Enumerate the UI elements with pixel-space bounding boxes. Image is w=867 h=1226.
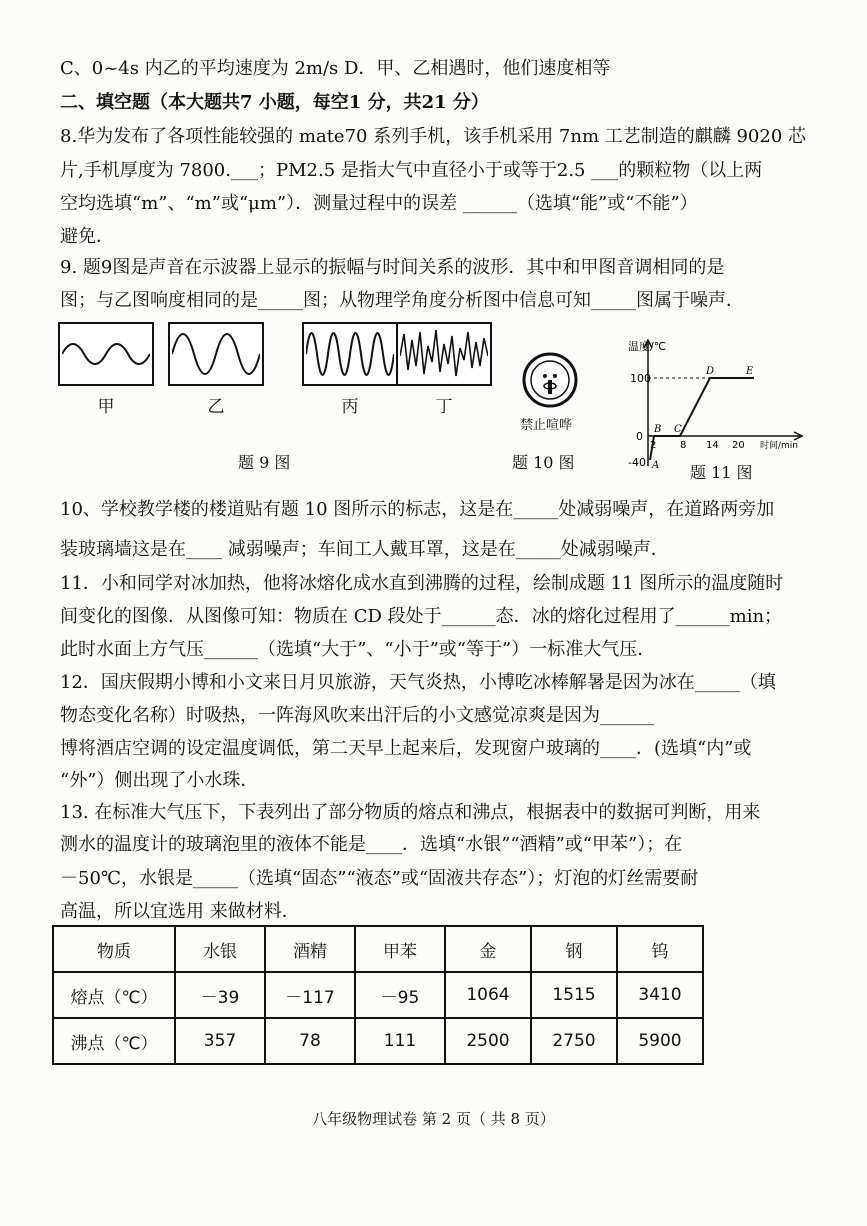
table-cell: 111 bbox=[355, 1018, 445, 1064]
table-row bbox=[53, 1018, 703, 1064]
graph-tick-0: 0 bbox=[636, 430, 643, 443]
graph-point-e: E bbox=[746, 366, 754, 377]
section-title-fill-blank: 二、填空题（本大题共7 小题，每空1 分，共21 分） bbox=[60, 92, 489, 113]
question-8-line-3: 空均选填“m”、“m”或“μm”）．测量过程中的误差 ______（选填“能”或“不能”） bbox=[60, 193, 698, 214]
question-11-line-3: 此时水面上方气压______（选填“大于”、“小于”或“等于”）一标准大气压． bbox=[60, 639, 656, 660]
waveform-label-ding: 丁 bbox=[435, 397, 453, 417]
waveform-jia bbox=[58, 322, 154, 386]
table-cell: 5900 bbox=[617, 1018, 703, 1064]
sign-text: 禁止喧哗 bbox=[520, 418, 573, 433]
question-8-line-4: 避免． bbox=[60, 226, 114, 247]
table-cell: －39 bbox=[175, 972, 265, 1018]
waveform-label-yi: 乙 bbox=[207, 397, 225, 417]
graph-x-label: 时间/min bbox=[760, 441, 799, 451]
option-line-c-d: C、0~4s 内乙的平均速度为 2m/s D．甲、乙相遇时，他们速度相等 bbox=[60, 58, 611, 79]
graph-point-d: D bbox=[706, 366, 715, 377]
question-13-line-3: －50℃，水银是_____（选填“固态”“液态”或“固液共存态”）；灯泡的灯丝需要耐 bbox=[60, 868, 699, 889]
table-cell: 78 bbox=[265, 1018, 355, 1064]
graph-point-c: C bbox=[674, 424, 682, 435]
table-cell: 熔点（℃） bbox=[53, 972, 175, 1018]
page-footer: 八年级物理试卷 第 2 页（ 共 8 页） bbox=[312, 1110, 555, 1128]
question-12-line-3: 博将酒店空调的设定温度调低，第二天早上起来后，发现窗户玻璃的____．(选填“内”或 bbox=[60, 738, 752, 759]
question-11-line-1: 11．小和同学对冰加热，他将冰熔化成水直到沸腾的过程，绘制成题 11 图所示的温度随时 bbox=[60, 573, 784, 594]
graph-tick-x-2: 2 bbox=[650, 440, 657, 451]
figure-9-caption: 题 9 图 bbox=[238, 453, 291, 472]
table-header-cell: 甲苯 bbox=[355, 926, 445, 972]
table-cell: －117 bbox=[265, 972, 355, 1018]
graph-tick-x-14: 14 bbox=[706, 440, 719, 451]
question-8-line-1: 8.华为发布了各项性能较强的 mate70 系列手机，该手机采用 7nm 工艺制造的麒麟 9020 芯 bbox=[60, 126, 807, 147]
graph-tick-100: 100 bbox=[630, 372, 651, 385]
graph-tick-neg40: -40 bbox=[628, 456, 646, 469]
table-cell: 1515 bbox=[531, 972, 617, 1018]
question-12-line-2: 物态变化名称）时吸热，一阵海风吹来出汗后的小文感觉凉爽是因为______ bbox=[60, 705, 654, 726]
table-header-cell: 钢 bbox=[531, 926, 617, 972]
table-cell: 沸点（℃） bbox=[53, 1018, 175, 1064]
table-header-cell: 钨 bbox=[617, 926, 703, 972]
question-13-line-1: 13. 在标准大气压下，下表列出了部分物质的熔点和沸点，根据表中的数据可判断，用来 bbox=[60, 802, 761, 823]
question-10-line-2: 装玻璃墙这是在____ 减弱噪声；车间工人戴耳罩，这是在_____处减弱噪声． bbox=[60, 539, 669, 560]
temperature-time-graph bbox=[628, 336, 808, 476]
question-13-line-4: 高温，所以宜选用 来做材料． bbox=[60, 901, 300, 922]
question-11-line-2: 间变化的图像．从图像可知：物质在 CD 段处于______态．冰的熔化过程用了______min； bbox=[60, 606, 783, 627]
waveform-label-bing: 丙 bbox=[341, 397, 359, 417]
table-cell: 2750 bbox=[531, 1018, 617, 1064]
question-12-line-4: “外”）侧出现了小水珠． bbox=[60, 770, 259, 791]
table-cell: －95 bbox=[355, 972, 445, 1018]
graph-point-b: B bbox=[654, 424, 662, 435]
table-row bbox=[53, 972, 703, 1018]
figure-10-caption: 题 10 图 bbox=[512, 453, 575, 472]
graph-tick-x-20: 20 bbox=[732, 440, 745, 451]
table-header-row bbox=[53, 926, 703, 972]
graph-y-label: 温度/℃ bbox=[628, 340, 667, 353]
question-10-line-1: 10、学校教学楼的楼道贴有题 10 图所示的标志，这是在_____处减弱噪声，在道路两旁加 bbox=[60, 499, 775, 520]
waveform-ding bbox=[396, 322, 492, 386]
graph-point-a: A bbox=[652, 460, 660, 471]
waveform-label-jia: 甲 bbox=[97, 397, 115, 417]
figure-11-caption: 题 11 图 bbox=[690, 463, 753, 482]
table-cell: 3410 bbox=[617, 972, 703, 1018]
table-header-cell: 水银 bbox=[175, 926, 265, 972]
melting-boiling-point-table bbox=[52, 925, 704, 1065]
table-cell: 357 bbox=[175, 1018, 265, 1064]
waveform-yi bbox=[168, 322, 264, 386]
quiet-sign-icon bbox=[522, 352, 578, 408]
question-9-line-1: 9. 题9图是声音在示波器上显示的振幅与时间关系的波形．其中和甲图音调相同的是 bbox=[60, 257, 725, 278]
table-cell: 1064 bbox=[445, 972, 531, 1018]
table-header-cell: 金 bbox=[445, 926, 531, 972]
waveform-bing bbox=[302, 322, 398, 386]
graph-tick-x-8: 8 bbox=[680, 440, 687, 451]
table-cell: 2500 bbox=[445, 1018, 531, 1064]
question-13-line-2: 测水的温度计的玻璃泡里的液体不能是____．选填“水银”“酒精”或“甲苯”）；在 bbox=[60, 834, 683, 855]
question-9-line-2: 图；与乙图响度相同的是_____图；从物理学角度分析图中信息可知_____图属于噪声． bbox=[60, 290, 744, 311]
question-12-line-1: 12．国庆假期小博和小文来日月贝旅游，天气炎热，小博吃冰棒解暑是因为冰在_____（填 bbox=[60, 672, 776, 693]
question-8-line-2: 片,手机厚度为 7800.___；PM2.5 是指大气中直径小于或等于2.5 ___的颗粒物（以上两 bbox=[60, 160, 763, 181]
table-header-cell: 酒精 bbox=[265, 926, 355, 972]
table-header-cell: 物质 bbox=[53, 926, 175, 972]
